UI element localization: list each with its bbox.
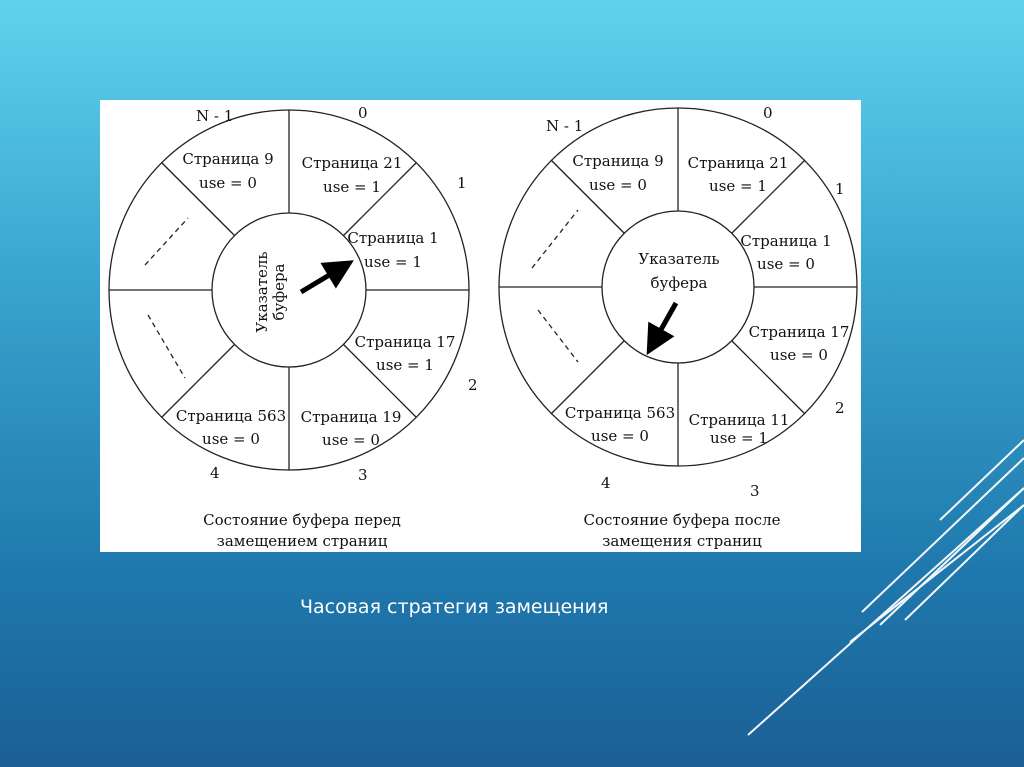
- page-use-flag: use = 1: [376, 356, 434, 374]
- diagram-caption: замещения страниц: [602, 532, 762, 550]
- page-name: Страница 9: [182, 150, 274, 168]
- buffer-pointer-label: буфера: [270, 263, 288, 321]
- page-name: Страница 21: [301, 154, 403, 172]
- position-label-4: 4: [210, 464, 220, 482]
- page-name: Страница 1: [740, 232, 832, 250]
- position-label-0: 0: [763, 104, 773, 122]
- page-name: Страница 563: [564, 404, 676, 422]
- inner-circle: [212, 213, 366, 367]
- clock-diagram-before: [109, 104, 478, 550]
- page-name: Страница 11: [688, 411, 790, 429]
- page-name: Страница 1: [347, 229, 439, 247]
- page-name: Страница 9: [572, 152, 664, 170]
- page-use-flag: use = 0: [322, 431, 380, 449]
- page-use-flag: use = 0: [199, 174, 257, 192]
- page-use-flag: use = 1: [710, 429, 768, 447]
- page-use-flag: use = 0: [757, 255, 815, 273]
- diagram-caption: Состояние буфера перед: [203, 511, 401, 529]
- slide-caption: Часовая стратегия замещения: [300, 596, 609, 618]
- page-use-flag: use = 0: [202, 430, 260, 448]
- pointer-arrow: [301, 268, 341, 292]
- position-label-1: 1: [835, 180, 845, 198]
- position-label-3: 3: [750, 482, 760, 500]
- position-label-1: 1: [457, 174, 467, 192]
- label-n-minus-1: N - 1: [546, 117, 584, 135]
- diagram-caption: Состояние буфера после: [583, 511, 781, 529]
- buffer-pointer-label: Указатель: [253, 251, 271, 333]
- page-use-flag: use = 1: [709, 177, 767, 195]
- position-label-3: 3: [358, 466, 368, 484]
- position-label-2: 2: [835, 399, 845, 417]
- label-n-minus-1: N - 1: [196, 107, 234, 125]
- buffer-pointer-label: Указатель: [638, 250, 720, 268]
- page-name: Страница 21: [687, 154, 789, 172]
- page-use-flag: use = 1: [323, 178, 381, 196]
- diagram-panel: [100, 100, 861, 552]
- page-use-flag: use = 0: [591, 427, 649, 445]
- page-name: Страница 17: [748, 323, 850, 341]
- diagram-caption: замещением страниц: [216, 532, 388, 550]
- pointer-arrow: [654, 303, 676, 342]
- position-label-4: 4: [601, 474, 611, 492]
- page-name: Страница 19: [300, 408, 402, 426]
- clock-diagram-after: [499, 104, 857, 550]
- buffer-pointer-label: буфера: [650, 274, 708, 292]
- page-use-flag: use = 1: [364, 253, 422, 271]
- page-use-flag: use = 0: [770, 346, 828, 364]
- position-label-0: 0: [358, 104, 368, 122]
- page-name: Страница 17: [354, 333, 456, 351]
- page-use-flag: use = 0: [589, 176, 647, 194]
- page-name: Страница 563: [175, 407, 287, 425]
- position-label-2: 2: [468, 376, 478, 394]
